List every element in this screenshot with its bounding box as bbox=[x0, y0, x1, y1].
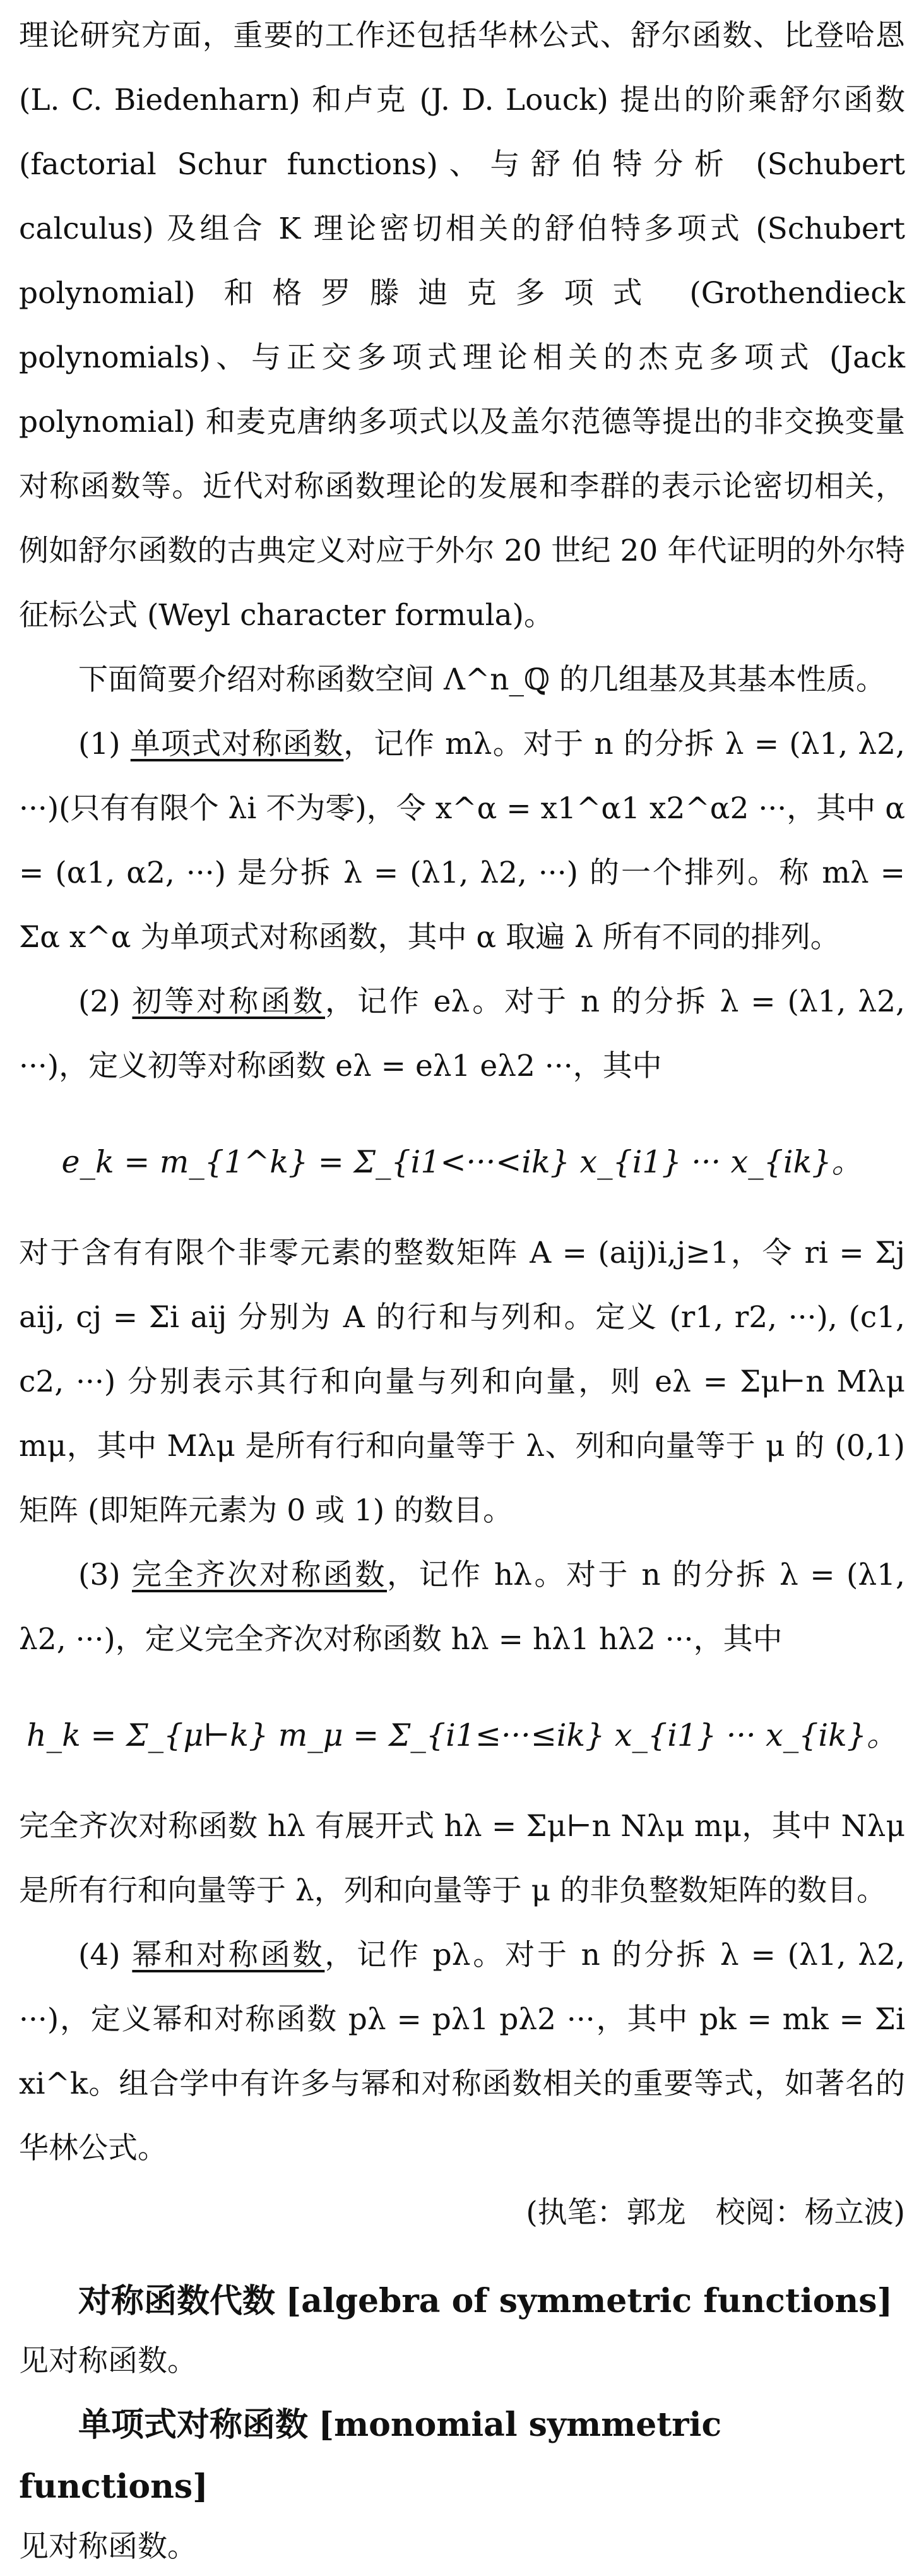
elementary-matrix-paragraph: 对于含有有限个非零元素的整数矩阵 A = (aij)i,j≥1，令 ri = Σj aij, cj = Σi aij 分别为 A 的行和与列和。定义 (r1, r2, ···), (c1, c2, ···) 分别表示其行和向量与列和向量，则 eλ = Σμ⊢n Mλμ mμ，其中 Mλμ 是所有行和向量等于 λ、列和向量等于 μ 的 (0,1) 矩阵 (即矩阵元素为 0 或 1) 的数目。 bbox=[19, 1236, 905, 1528]
item-number: (1) bbox=[78, 727, 121, 761]
dictionary-entry-monomial bbox=[19, 2394, 905, 2576]
complete-homogeneous-expansion-paragraph: 完全齐次对称函数 hλ 有展开式 hλ = Σμ⊢n Nλμ mμ，其中 Nλμ 是所有行和向量等于 λ，列和向量等于 μ 的非负整数矩阵的数目。 bbox=[19, 1809, 905, 1908]
entry-crossref: 见对称函数。 bbox=[19, 2529, 197, 2564]
entry-heading bbox=[19, 2270, 905, 2332]
item-text: ，记作 pλ。对于 n 的分拆 λ = (λ1, λ2, ···)，定义幂和对称函数 pλ = pλ1 pλ2 ···，其中 pk = mk = Σi xi^k。组合学中有许多与幂和对称函数相关的重要等式，如著名的华林公式。 bbox=[19, 1938, 905, 2166]
entry-crossref: 见对称函数。 bbox=[19, 2344, 197, 2378]
entry-term: 对称函数代数 bbox=[78, 2282, 276, 2320]
equation-complete-homogeneous: h_k = Σ_{μ⊢k} m_μ = Σ_{i1≤···≤ik} x_{i1} ··· x_{ik}。 bbox=[27, 1717, 898, 1753]
item-term: 单项式对称函数 bbox=[130, 727, 344, 761]
item-monomial bbox=[19, 712, 905, 970]
dictionary-entry-algebra bbox=[19, 2270, 905, 2390]
item-number: (4) bbox=[78, 1938, 121, 1972]
item-term: 幂和对称函数 bbox=[132, 1938, 325, 1972]
item-term: 完全齐次对称函数 bbox=[132, 1558, 387, 1592]
equation-elementary: e_k = m_{1^k} = Σ_{i1<···<ik} x_{i1} ··· x_{ik}。 bbox=[61, 1144, 863, 1180]
item-complete-homogeneous bbox=[19, 1543, 905, 1672]
author-signature: (执笔：郭龙 校阅：杨立波) bbox=[526, 2195, 905, 2230]
intro-paragraph: 理论研究方面，重要的工作还包括华林公式、舒尔函数、比登哈恩 (L. C. Biedenharn) 和卢克 (J. D. Louck) 提出的阶乘舒尔函数 (factorial Schur functions)、与舒伯特分析 (Schubert calculus) 及组合 K 理论密切相关的舒伯特多项式 (Schubert polynomial) 和格罗滕迪克多项式 (Grothendieck polynomials)、与正交多项式理论相关的杰克多项式 (Jack polynomial) 和麦克唐纳多项式以及盖尔范德等提出的非交换变量对称函数等。近代对称函数理论的发展和李群的表示论密切相关，例如舒尔函数的古典定义对应于外尔 20 世纪 20 年代证明的外尔特征标公式 (Weyl character formula)。 bbox=[19, 18, 905, 633]
item-elementary bbox=[19, 970, 905, 1099]
item-text: ，记作 hλ。对于 n 的分拆 λ = (λ1, λ2, ···)，定义完全齐次对称函数 hλ = hλ1 hλ2 ···，其中 bbox=[19, 1558, 905, 1657]
item-number: (3) bbox=[78, 1558, 121, 1592]
item-power-sum bbox=[19, 1923, 905, 2181]
item-number: (2) bbox=[78, 984, 121, 1019]
entry-english: [algebra of symmetric functions] bbox=[285, 2282, 893, 2320]
item-term: 初等对称函数 bbox=[132, 984, 326, 1019]
entry-heading bbox=[19, 2394, 905, 2518]
entry-term: 单项式对称函数 bbox=[78, 2406, 309, 2444]
basis-intro-paragraph: 下面简要介绍对称函数空间 Λ^n_ℚ 的几组基及其基本性质。 bbox=[78, 662, 886, 697]
entry-english: [monomial symmetric functions] bbox=[19, 2406, 722, 2506]
item-text: ，记作 eλ。对于 n 的分拆 λ = (λ1, λ2, ···)，定义初等对称函数 eλ = eλ1 eλ2 ···，其中 bbox=[19, 984, 905, 1083]
item-text: ，记作 mλ。对于 n 的分拆 λ = (λ1, λ2, ···)(只有有限个 λi 不为零)，令 x^α = x1^α1 x2^α2 ···，其中 α = (α1, α2, ···) 是分拆 λ = (λ1, λ2, ···) 的一个排列。称 mλ = Σα x^α 为单项式对称函数，其中 α 取遍 λ 所有不同的排列。 bbox=[19, 727, 905, 955]
